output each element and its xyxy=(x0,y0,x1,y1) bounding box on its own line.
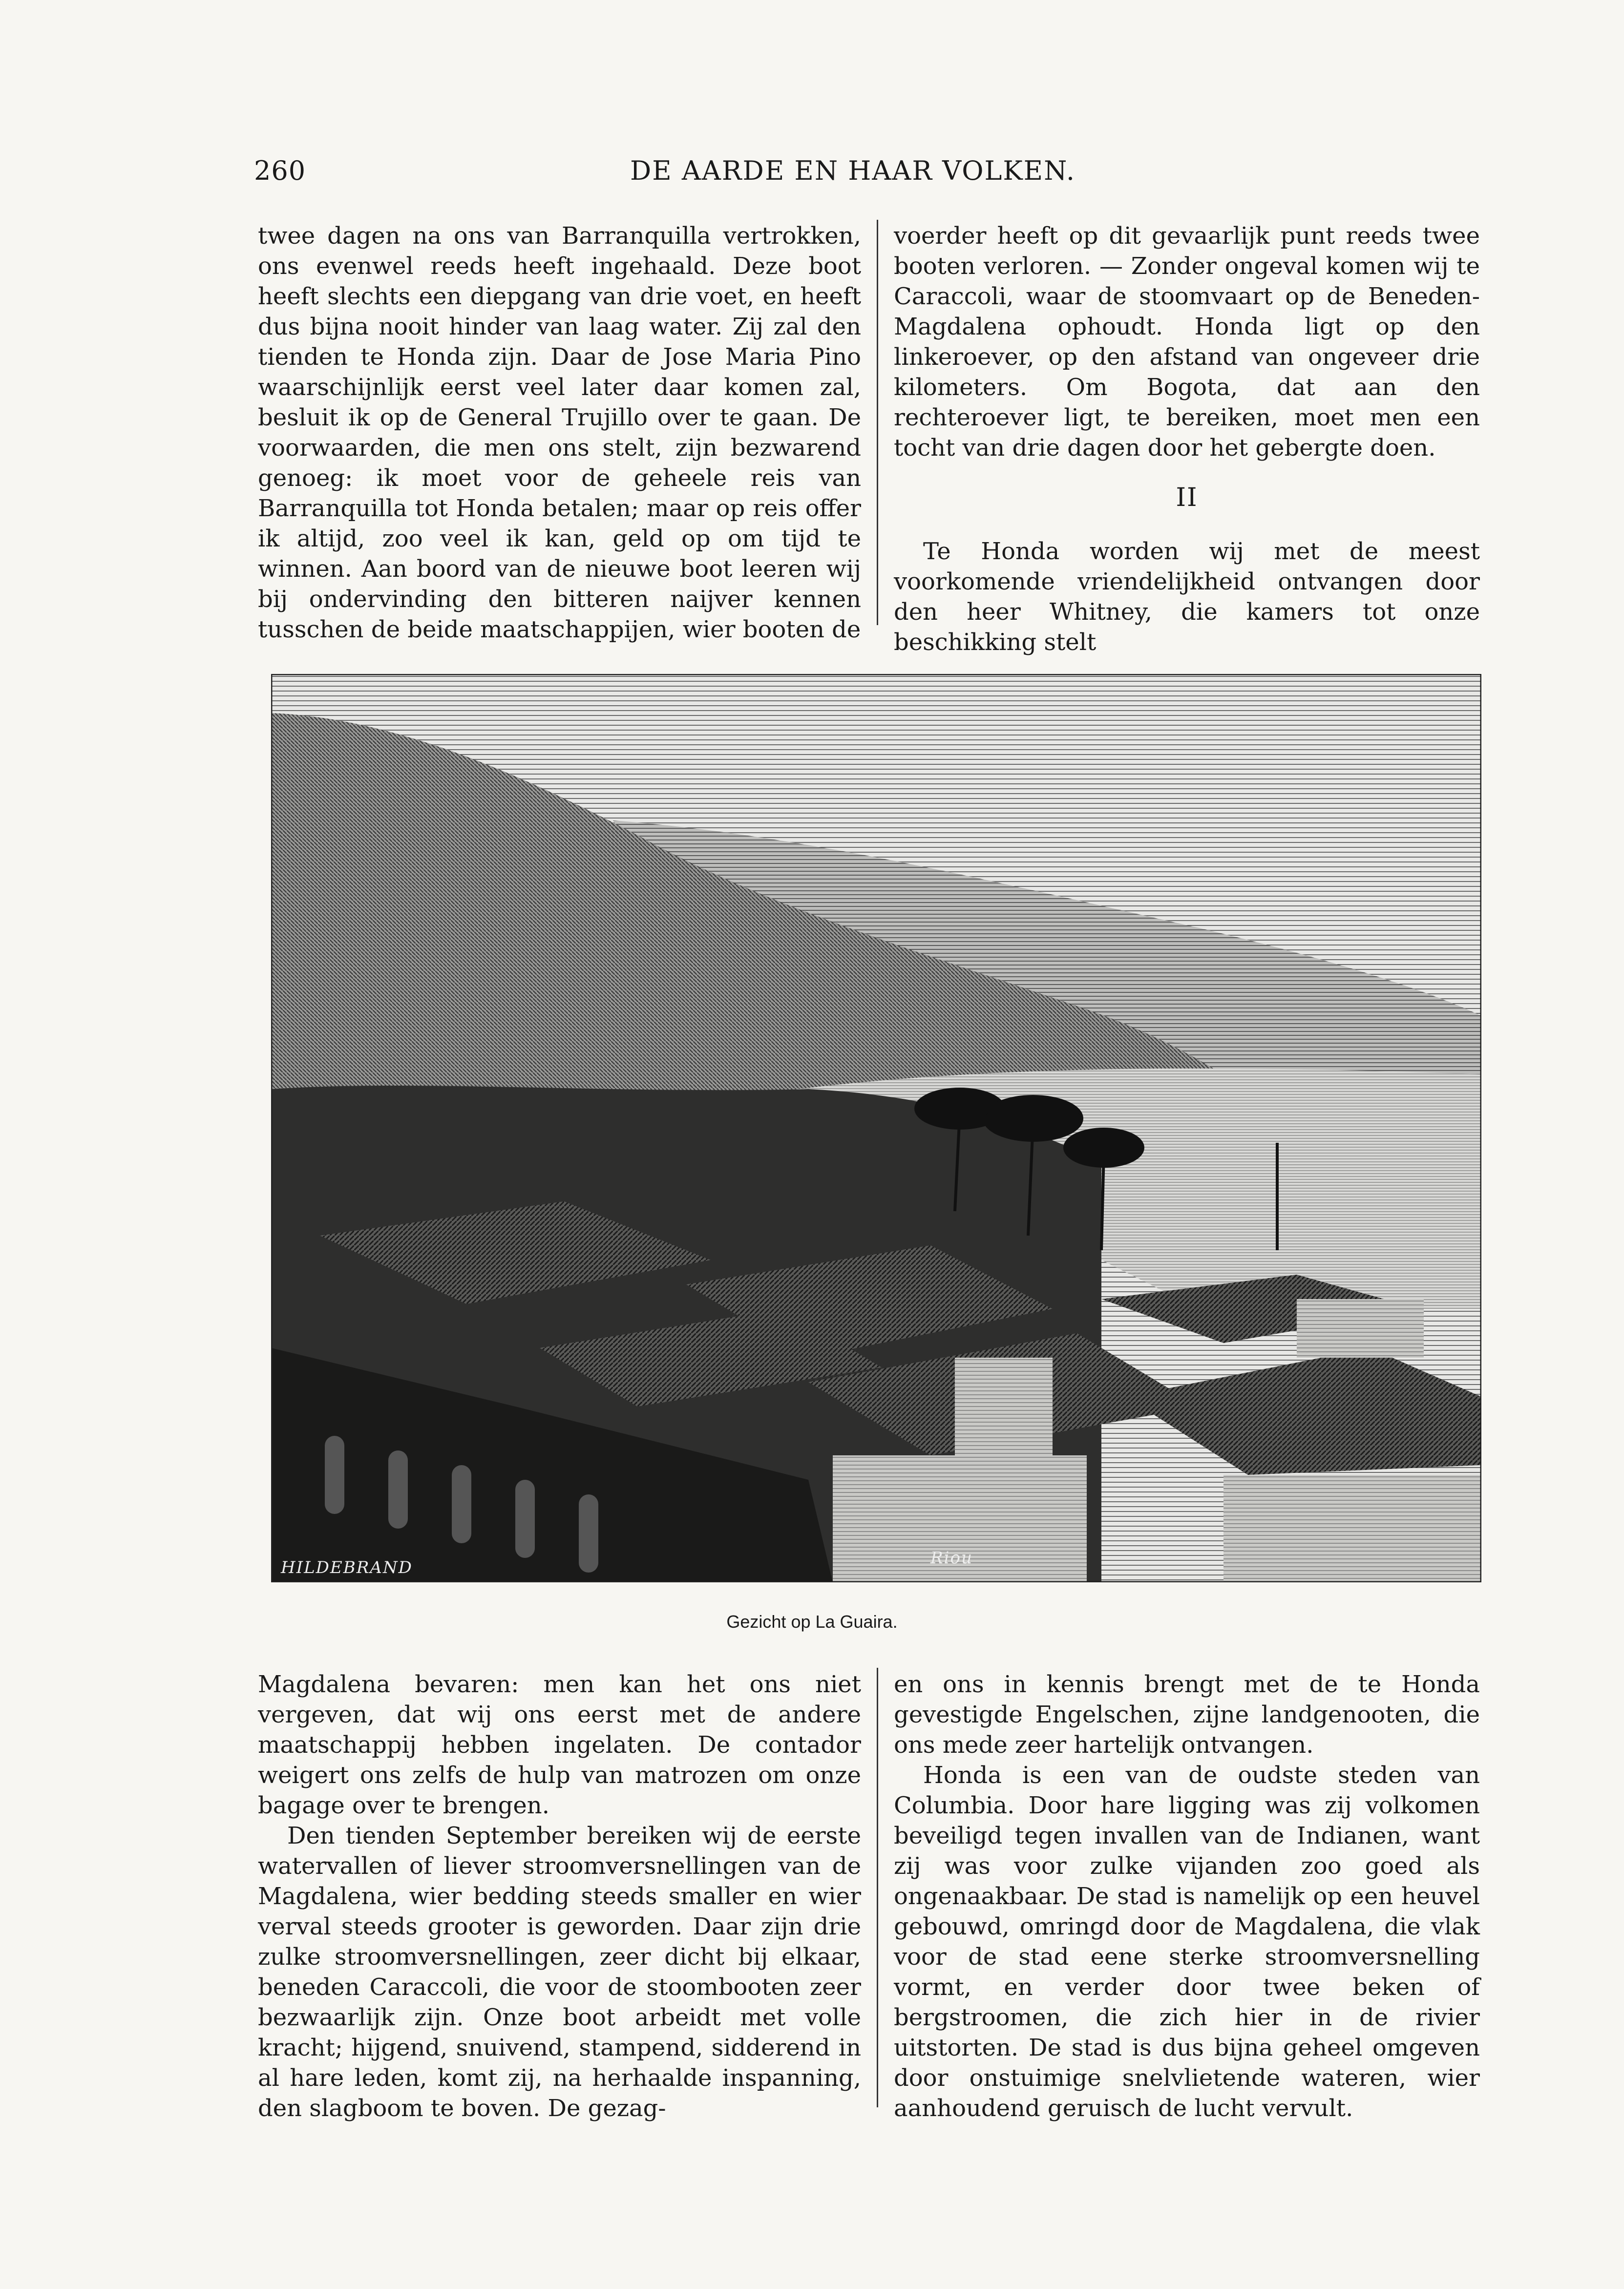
column-top-right xyxy=(894,221,1480,657)
engraving-la-guaira xyxy=(271,674,1481,1582)
column-bottom-left xyxy=(258,1669,861,2123)
paragraph: Den tienden September bereiken wij de eerste watervallen of liever stroomversnellingen van de Magdalena, wier bedding steeds smaller en wier verval steeds grooter is geworden. Daar zijn drie zulke stroomversnellingen, zeer dicht bij elkaar, beneden Caraccoli, die voor de stoombooten zeer bezwaarlijk zijn. Onze boot arbeidt met volle kracht; hijgend, snuivend, stampend, sidderend in al hare leden, komt zij, na herhaalde inspanning, den slagboom te boven. De gezag- xyxy=(258,1822,861,2122)
engraving-illustration xyxy=(271,674,1481,1582)
engraver-signature: HILDEBRAND xyxy=(281,1558,413,1577)
paragraph: en ons in kennis brengt met de te Honda gevestigde Engelschen, zijne landgenooten, die ons mede zeer hartelijk ontvangen. xyxy=(894,1671,1480,1759)
paragraph: twee dagen na ons van Barranquilla vertrokken, ons evenwel reeds heeft ingehaald. Deze boot heeft slechts een diepgang van drie voet, en heeft dus bijna nooit hinder van laag water. Zij zal den tienden te Honda zijn. Daar de Jose Maria Pino waarschijnlijk eerst veel later daar komen zal, besluit ik op de General Trujillo over te gaan. De voorwaarden, die men ons stelt, zijn bezwarend genoeg: ik moet voor de geheele reis van Barranquilla tot Honda betalen; maar op reis offer ik altijd, zoo veel ik kan, geld op om tijd te winnen. Aan boord van de nieuwe boot leeren wij bij ondervinding den bitteren naijver kennen tusschen de beide maatschappijen, wier booten de xyxy=(258,222,861,643)
page-number: 260 xyxy=(254,155,306,186)
paragraph: Te Honda worden wij met de meest voorkomende vriendelijkheid ontvangen door den heer Whitney, die kamers tot onze beschikking stelt xyxy=(894,538,1480,656)
artist-signature: Riou xyxy=(930,1548,973,1568)
paragraph: Honda is een van de oudste steden van Columbia. Door hare ligging was zij volkomen beveiligd tegen invallen van de Indianen, want zij was voor zulke vijanden zoo goed als ongenaakbaar. De stad is namelijk op een heuvel gebouwd, omringd door de Magdalena, die vlak voor de stad eene sterke stroomversnelling vormt, en verder door twee beken of bergstroomen, die zich hier in de rivier uitstorten. De stad is dus bijna geheel omgeven door onstuimige snelvlietende wateren, wier aanhoudend geruisch de lucht vervult. xyxy=(894,1762,1480,2122)
column-top-left xyxy=(258,221,861,645)
section-heading: II xyxy=(1176,483,1198,512)
paragraph: voerder heeft op dit gevaarlijk punt reeds twee booten verloren. — Zonder ongeval komen wij te Caraccoli, waar de stoomvaart op de Beneden-Magdalena ophoudt. Honda ligt op den linkeroever, op den afstand van ongeveer drie kilometers. Om Bogota, dat aan den rechteroever ligt, te bereiken, moet men een tocht van drie dagen door het gebergte doen. xyxy=(894,222,1480,462)
paragraph: Magdalena bevaren: men kan het ons niet vergeven, dat wij ons eerst met de andere maatschappij hebben ingelaten. De contador weigert ons zelfs de hulp van matrozen om onze bagage over te brengen. xyxy=(258,1671,861,1819)
figure-caption: Gezicht op La Guaira. xyxy=(726,1612,898,1632)
column-divider xyxy=(877,1668,878,2107)
running-title: DE AARDE EN HAAR VOLKEN. xyxy=(630,155,1076,186)
column-bottom-right xyxy=(894,1669,1480,2123)
column-divider xyxy=(877,220,878,625)
